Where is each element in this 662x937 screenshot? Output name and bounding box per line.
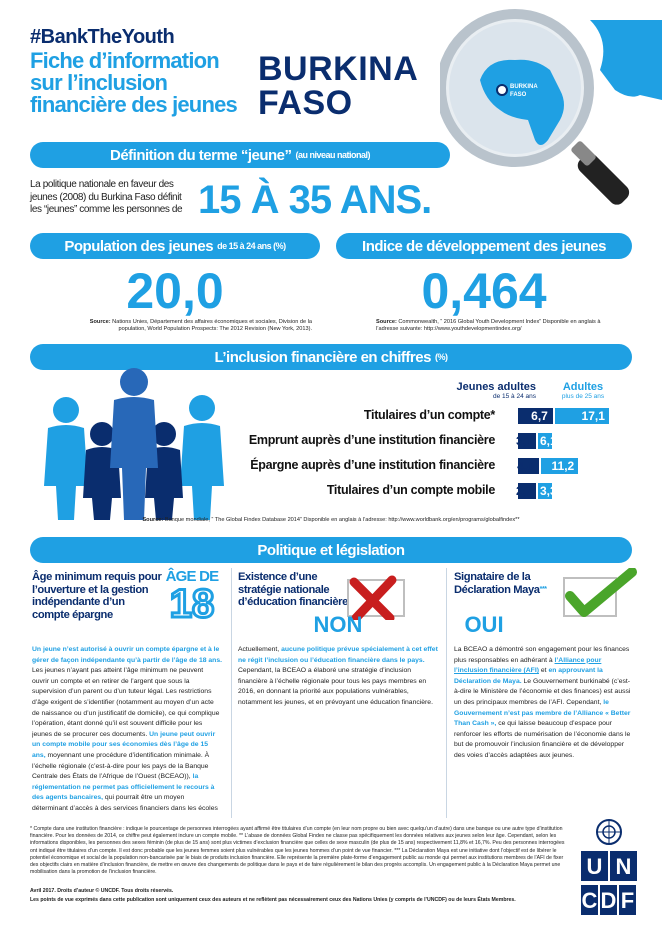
col3-text-b: et: [540, 667, 547, 675]
country-line-1: BURKINA: [258, 50, 419, 88]
footer-copyright: Avril 2017. Droits d’auteur © UNCDF. Tous droits réservés.: [30, 888, 174, 894]
population-banner-label: Population des jeunes: [64, 237, 214, 255]
col-youth-label: Jeunes adultes: [456, 381, 536, 393]
bar-row: [250, 456, 640, 476]
bar-row: [250, 481, 640, 501]
uncdf-logo: [580, 818, 638, 922]
policy-col-3-title: [454, 571, 564, 596]
population-source-label: Source:: [89, 319, 111, 325]
col2-text-b: Cependant, la BCEAO a élaboré une stratégie d’inclusion financière à l’échelle régionale pour tous les pays membres en 2016, en donnant la priorité aux populations vulnérables, notamment les jeunes, et en prévoyant une éducation financière.: [238, 667, 433, 706]
uncdf-letter: N: [609, 850, 638, 882]
uncdf-letter: U: [580, 850, 609, 882]
age-18-badge: [162, 568, 222, 626]
definition-text: La politique nationale en faveur des jeunes (2008) du Burkina Faso définit les “jeunes” comme les personnes de: [30, 179, 183, 215]
population-value: 20,0: [126, 263, 224, 319]
bar-category-label: Épargne auprès d’une institution financière: [250, 458, 495, 472]
un-emblem-icon: [595, 818, 623, 846]
col3-link-2: en approuvant la Déclaration de Maya.: [454, 667, 603, 685]
col-youth-sub: de 15 à 24 ans: [492, 393, 536, 400]
uncdf-letter: D: [599, 884, 618, 916]
col1-lead: Un jeune n’est autorisé à ouvrir un compte épargne et à le gérer de façon indépendante qu’à partir de l’âge de 18 ans.: [32, 646, 222, 664]
title-line-1: Fiche d’information: [30, 48, 219, 73]
population-source: [72, 319, 312, 333]
col3-title-text: Signataire de la Déclaration Maya: [454, 571, 540, 596]
inclusion-source-text: Banque mondiale, “ The Global Findex Database 2014” Disponible en anglais à l’adresse: http://www.worldbank.org/en/programs/globalfindex**: [164, 517, 520, 523]
ydi-source-text: Commonwealth, “ 2016 Global Youth Development Index” Disponible en anglais à l’adresse suivante: http://www.youthdevelopmentindex.org/: [376, 319, 601, 332]
bar-category-label: Titulaires d’un compte mobile: [326, 483, 495, 497]
bar-row: [250, 431, 640, 451]
inclusion-source-label: Source:: [142, 517, 164, 523]
people-illustration: [26, 368, 226, 520]
col3-title-mark: ***: [539, 585, 547, 593]
col3-text-a: La BCEAO a démontré son engagement pour les finances plus responsables en adhérant à: [454, 646, 630, 664]
country-name: [258, 52, 418, 120]
col3-answer: OUI: [464, 612, 504, 637]
checkmark-icon: [560, 568, 640, 620]
population-banner-small: de 15 à 24 ans (%): [217, 241, 286, 251]
ydi-value: 0,464: [421, 263, 547, 319]
bar-adult-value: 17,1: [581, 409, 605, 423]
age-range: 15 À 35 ANS.: [198, 178, 432, 222]
location-pin-icon: [497, 85, 507, 95]
footer-disclaimer: Les points de vue exprimés dans cette publication sont uniquement ceux des auteurs et ne reflètent pas nécessairement ceux des Nations Unies (y compris de l’UNCDF) ou de leurs États Membres.: [30, 897, 516, 903]
bar-adult-value: 6,1: [540, 434, 557, 448]
inclusion-banner-small: (%): [434, 352, 448, 362]
col-divider-2: [446, 568, 447, 818]
ydi-banner: [336, 233, 632, 259]
ydi-source-label: Source:: [376, 319, 397, 325]
policy-col-1-title: Âge minimum requis pour l’ouverture et la gestion indépendante d’un compte épargne: [32, 571, 162, 621]
col3-text-c: Le Gouvernement burkinabé (c’est-à-dire le Ministère de l’économie et des finances) est aussi un des principaux membres de l’AFI. Cependant,: [454, 677, 631, 706]
policy-col-2-title: Existence d’une stratégie nationale d’éducation financière: [238, 571, 348, 608]
col3-highlight: le Gouvernement n’est pas membre de l’Alliance « Better Than Cash »,: [454, 698, 631, 728]
col1-highlight2: la réglementation ne permet pas officiellement le recours à des agents bancaires,: [32, 773, 215, 802]
inclusion-banner: [30, 344, 632, 370]
col1-highlight: Un jeune peut ouvrir un compte mobile pour ses économies dès l’âge de 15 ans,: [32, 730, 216, 759]
africa-map-magnifier: [440, 0, 662, 215]
col-header-adult: [548, 381, 618, 400]
policy-banner-label: Politique et législation: [257, 541, 405, 559]
inclusion-source: [30, 517, 632, 524]
policy-banner: [30, 537, 632, 563]
col2-text-a: Actuellement,: [238, 646, 280, 653]
age-badge-number: 18: [169, 582, 215, 626]
col2-answer: NON: [313, 612, 363, 637]
col1-text3: qui pourrait être un moyen déterminant d’accès à des services financiers dans les écoles: [32, 794, 218, 812]
col-adult-label: Adultes: [562, 381, 604, 393]
svg-text:FASO: [510, 92, 527, 98]
col1-text: Les jeunes n’ayant pas atteint l’âge minimum ne peuvent ouvrir un compte et en retirer de l’argent que sous la supervision d’un parent ou d’un tuteur légal. Les restrictions d’âge exigent de s’identifier (notamment au moyen d’un acte de naissance ou d’un justificatif de domicile), ce qui complique l’opération, étant donné qu’il est souvent difficile pour les jeunes de se procurer ces documents.: [32, 667, 220, 738]
map-label-2: FASO: [510, 92, 527, 98]
hashtag: #BankTheYouth: [30, 26, 175, 48]
bar-category-label: Emprunt auprès d’une institution financière: [248, 433, 495, 447]
col-header-youth: [446, 381, 536, 400]
bar-youth-value: 6,7: [531, 409, 548, 423]
col3-text-d: ce qui laisse beaucoup d’espace pour renforcer les efforts de numérisation de l’économie dans le but de promouvoir l’inclusion financière et de développer des voies d’accès adaptées aux jeunes.: [454, 720, 631, 759]
page-title: [30, 50, 237, 116]
col-adult-sub: plus de 25 ans: [561, 393, 605, 400]
svg-text:BURKINA: [510, 84, 538, 90]
ydi-banner-label: Indice de développement des jeunes: [362, 237, 606, 255]
population-banner: [30, 233, 320, 259]
col-divider-1: [231, 568, 232, 818]
bar-adult-value: 3,3: [540, 484, 557, 498]
bar-row: [250, 406, 640, 426]
bar-category-label: Titulaires d’un compte*: [363, 408, 495, 422]
col2-highlight: aucune politique prévue spécialement à cet effet ne régit l’inclusion ou l’éducation financière dans le pays.: [238, 646, 438, 664]
footer-notes: * Compte dans une institution financière : indique le pourcentage de personnes interrogées ayant affirmé être titulaires d’un compte (en leur nom propre ou bien avec quelqu’un d’autre) dans une banque ou une autre type d’institution financière. Pour les données de 2014, ce chiffre peut également inclure un compte mobile. ** L’abase de données Global Findex ne classe pas spécifiquement les données relatives aux jeunes selon leur âge. Cependant, selon les informations disponibles, les personnes des sexes féminin (de plus de 15 ans) sont plus victimes d’exclusion financière que celles de sexe masculin (de plus de 15 ans) respectivement 11,8% et 16,7%. Peu des personnes interrogées ont indiqué être titulaires d’un compte. Il est donc probable que les jeunes femmes soient plus vulnérables que les jeunes hommes d’un point de vue financier. *** La Déclaration Maya est une initiative dont l’objectif est de libérer le potentiel économique et social de la population non-bancarisée par le biais de produits inclusion financière. Elle représente la première plate-forme d’engagement public au monde qui permet aux institutions membres de l’AFI de fixer des objectifs clairs en matière d’inclusion financière, de mettre en œuvre des changements de politique dans le pays et de faire régulièrement le bilan des progrès accomplis. Un engagement public à la Déclaration Maya permet une mobilisation dans la promotion de l’inclusion financière.: [30, 826, 565, 876]
population-source-text: Nations Unies, Département des affaires économiques et sociales, Division de la population, World Population Prospects: The 2012 Revision (New York, 2013).: [112, 319, 312, 332]
uncdf-letter: C: [580, 884, 599, 916]
map-label-1: BURKINA: [510, 84, 538, 90]
title-line-2: sur l’inclusion: [30, 70, 168, 95]
policy-col-3-body: [454, 645, 632, 762]
age-badge-top: ÂGE DE: [165, 568, 219, 585]
policy-col-1-body: [32, 645, 222, 815]
ydi-source: [376, 319, 616, 333]
col1-text2: moyennant une procédure d’identification minimale. À l’échelle régionale (c’est-à-dire pour les pays de la Banque Centrale des États de l’Afrique de l’Ouest (BCEAO)),: [32, 751, 210, 781]
bar-youth-value: 3,1: [516, 434, 533, 448]
bar-youth-value: 2,7: [516, 484, 533, 498]
inclusion-banner-label: L’inclusion financière en chiffres: [214, 348, 431, 366]
uncdf-letter: F: [618, 884, 637, 916]
bar-adult-value: 11,2: [551, 459, 575, 473]
country-line-2: FASO: [258, 84, 353, 122]
col3-link-1: l’Alliance pour l’inclusion financière (AFI): [454, 656, 602, 675]
definition-banner-small: (au niveau national): [295, 150, 371, 160]
definition-banner: [30, 142, 450, 168]
title-line-3: financière des jeunes: [30, 92, 237, 117]
policy-col-2-body: [238, 645, 438, 709]
definition-banner-label: Définition du terme “jeune”: [109, 146, 292, 164]
bar-youth-value: 4,0: [517, 459, 534, 473]
